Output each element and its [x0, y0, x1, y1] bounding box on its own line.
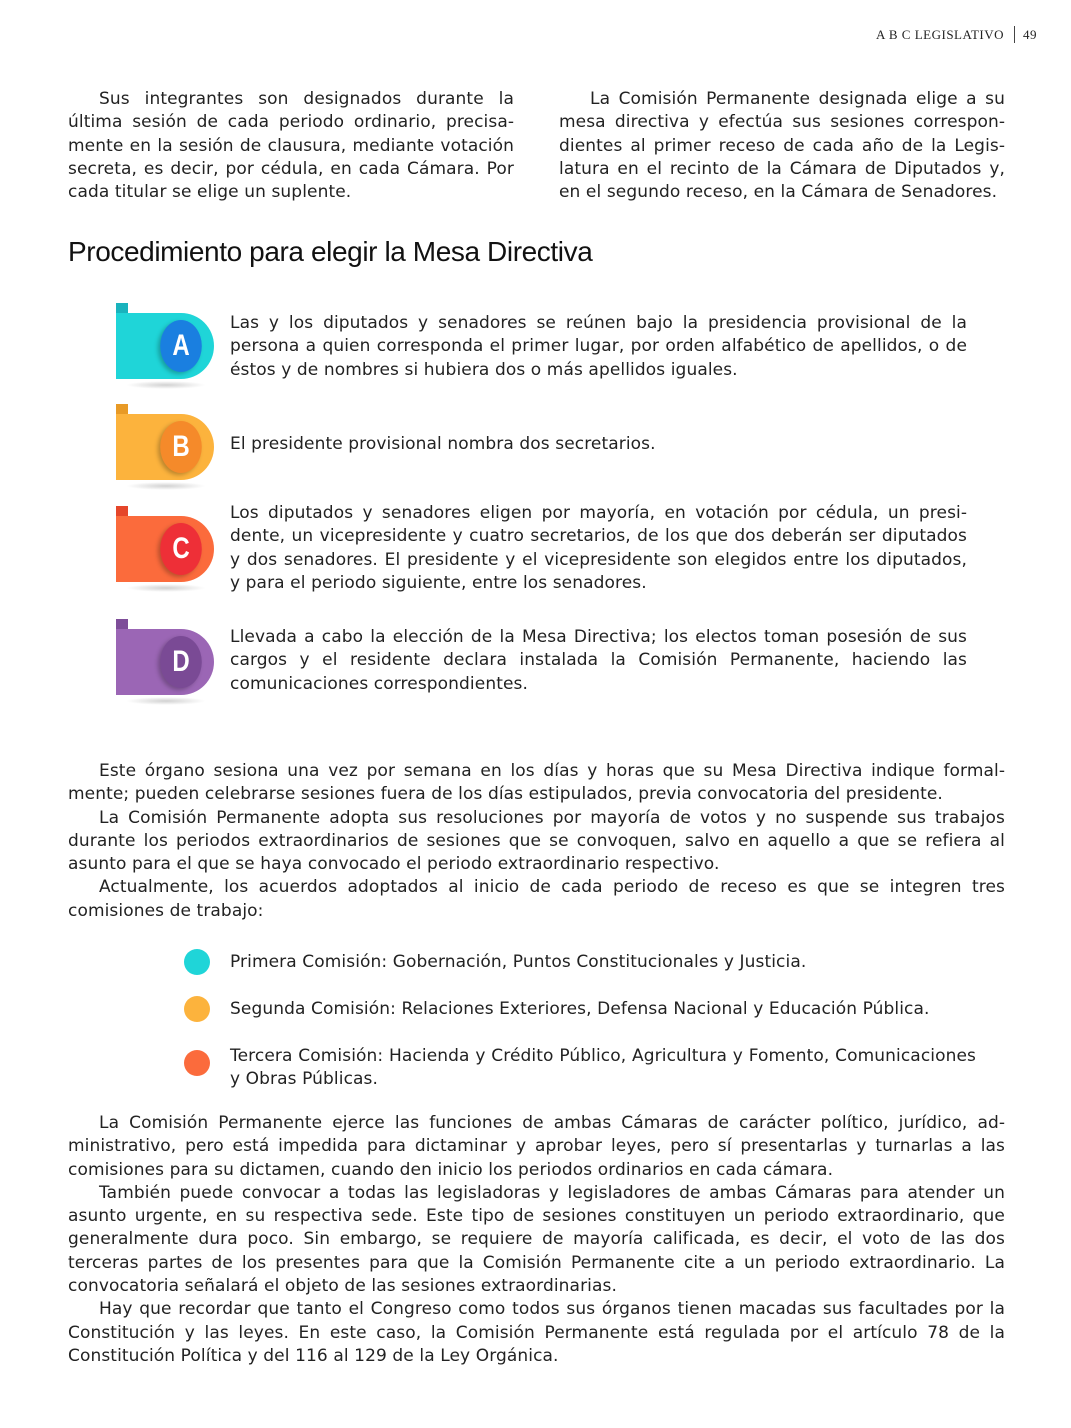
step-b-shadow — [126, 482, 206, 490]
closing-text-block — [68, 1112, 1005, 1368]
paragraph-agreements: Actualmente, los acuerdos adoptados al inicio de cada periodo de receso es que se integren tres comisiones de trabajo: — [68, 877, 1005, 921]
page-number: 49 — [1023, 26, 1037, 42]
commission-3-bullet — [184, 1050, 210, 1076]
step-a-letter: A — [160, 320, 202, 372]
intro-left-paragraph: Sus integrantes son designados durante la última sesión de cada periodo ordinario, precisamente en la sesión de clausura, mediante votación secreta, es decir, por cédula, en cada Cámara. Por cada titular se elige un suplente. — [68, 89, 514, 203]
paragraph-functions: La Comisión Permanente ejerce las funciones de ambas Cámaras de carácter político, jurídico, administrativo, pero está impedida para dictaminar y aprobar leyes, pero sí presentarlas y turnarlas a las comisiones para su dictamen, cuando den inicio los periodos ordinarios en cada cámara. — [68, 1113, 1005, 1180]
commission-3-text: Tercera Comisión: Hacienda y Crédito Público, Agricultura y Fomento, Comunicaciones y Obras Públicas. — [230, 1046, 976, 1090]
step-b-text: El presidente provisional nombra dos secretarios. — [230, 434, 656, 454]
middle-text-block — [68, 760, 1005, 923]
step-c-shadow — [126, 584, 206, 592]
step-d-letter: D — [160, 636, 202, 688]
paragraph-convocation: También puede convocar a todas las legisladoras y legisladores de ambas Cámaras para atender un asunto urgente, en su respectiva sede. Este tipo de sesiones constituyen un periodo extraordinario, que generalmente dura poco. Sin embargo, se requiere de mayoría calificada, es decir, el voto de las dos terceras partes de los presentes para que la Comisión Permanente cite a un periodo extraordinario. La convocatoria señalará el objeto de las sesiones extraordinarias. — [68, 1182, 1005, 1297]
paragraph-sessions: Este órgano sesiona una vez por semana en los días y horas que su Mesa Directiva indique formalmente; pueden celebrarse sesiones fuera de los días estipulados, previa convocatoria del presidente. — [68, 761, 1005, 805]
step-b-letter: B — [160, 421, 202, 473]
paragraph-regulation: Hay que recordar que tanto el Congreso como todos sus órganos tienen macadas sus facultades por la Constitución y las leyes. En este caso, la Comisión Permanente está regulada por el artículo 78 de la Constitución Política y del 116 al 129 de la Ley Orgánica. — [68, 1299, 1005, 1366]
step-d-shadow — [126, 697, 206, 705]
header-divider — [1014, 26, 1015, 43]
commission-2-bullet — [184, 996, 210, 1022]
step-d-text: Llevada a cabo la elección de la Mesa Directiva; los electos toman posesión de sus cargos y el residente declara instalada la Comisión Permanente, haciendo las comunicaciones correspondientes. — [230, 627, 967, 694]
commission-2-text: Segunda Comisión: Relaciones Exteriores, Defensa Nacional y Educación Pública. — [230, 999, 930, 1019]
commission-1-bullet — [184, 949, 210, 975]
intro-right-paragraph: La Comisión Permanente designada elige a su mesa directiva y efectúa sus sesiones correspondientes al primer receso de cada año de la Legislatura en el recinto de la Cámara de Diputados y, en el segundo receso, en la Cámara de Senadores. — [559, 89, 1005, 203]
paragraph-resolutions: La Comisión Permanente adopta sus resoluciones por mayoría de votos y no suspende sus trabajos durante los periodos extraordinarios de sesiones que se convoquen, salvo en aquello a que se refiera al asunto para el que se haya convocado el periodo extraordinario respectivo. — [68, 807, 1005, 875]
section-title: Procedimiento para elegir la Mesa Directiva — [68, 236, 593, 267]
commission-1-text: Primera Comisión: Gobernación, Puntos Constitucionales y Justicia. — [230, 952, 807, 972]
step-a-shadow — [126, 381, 206, 389]
publication-name: A B C LEGISLATIVO — [875, 26, 1004, 42]
page-header — [876, 26, 1037, 43]
step-c-text: Los diputados y senadores eligen por mayoría, en votación por cédula, un presidente, un vicepresidente y cuatro secretarios, de los que dos deberán ser diputados y dos senadores. El presidente y el vicepresidente son elegidos entre los diputados, y para el periodo siguiente, entre los senadores. — [230, 503, 967, 593]
step-a-text: Las y los diputados y senadores se reúnen bajo la presidencia provisional de la persona a quien corresponda el primer lugar, por orden alfabético de apellidos, o de éstos y de nombres si hubiera dos o más apellidos iguales. — [230, 313, 967, 380]
step-c-letter: C — [160, 523, 202, 575]
